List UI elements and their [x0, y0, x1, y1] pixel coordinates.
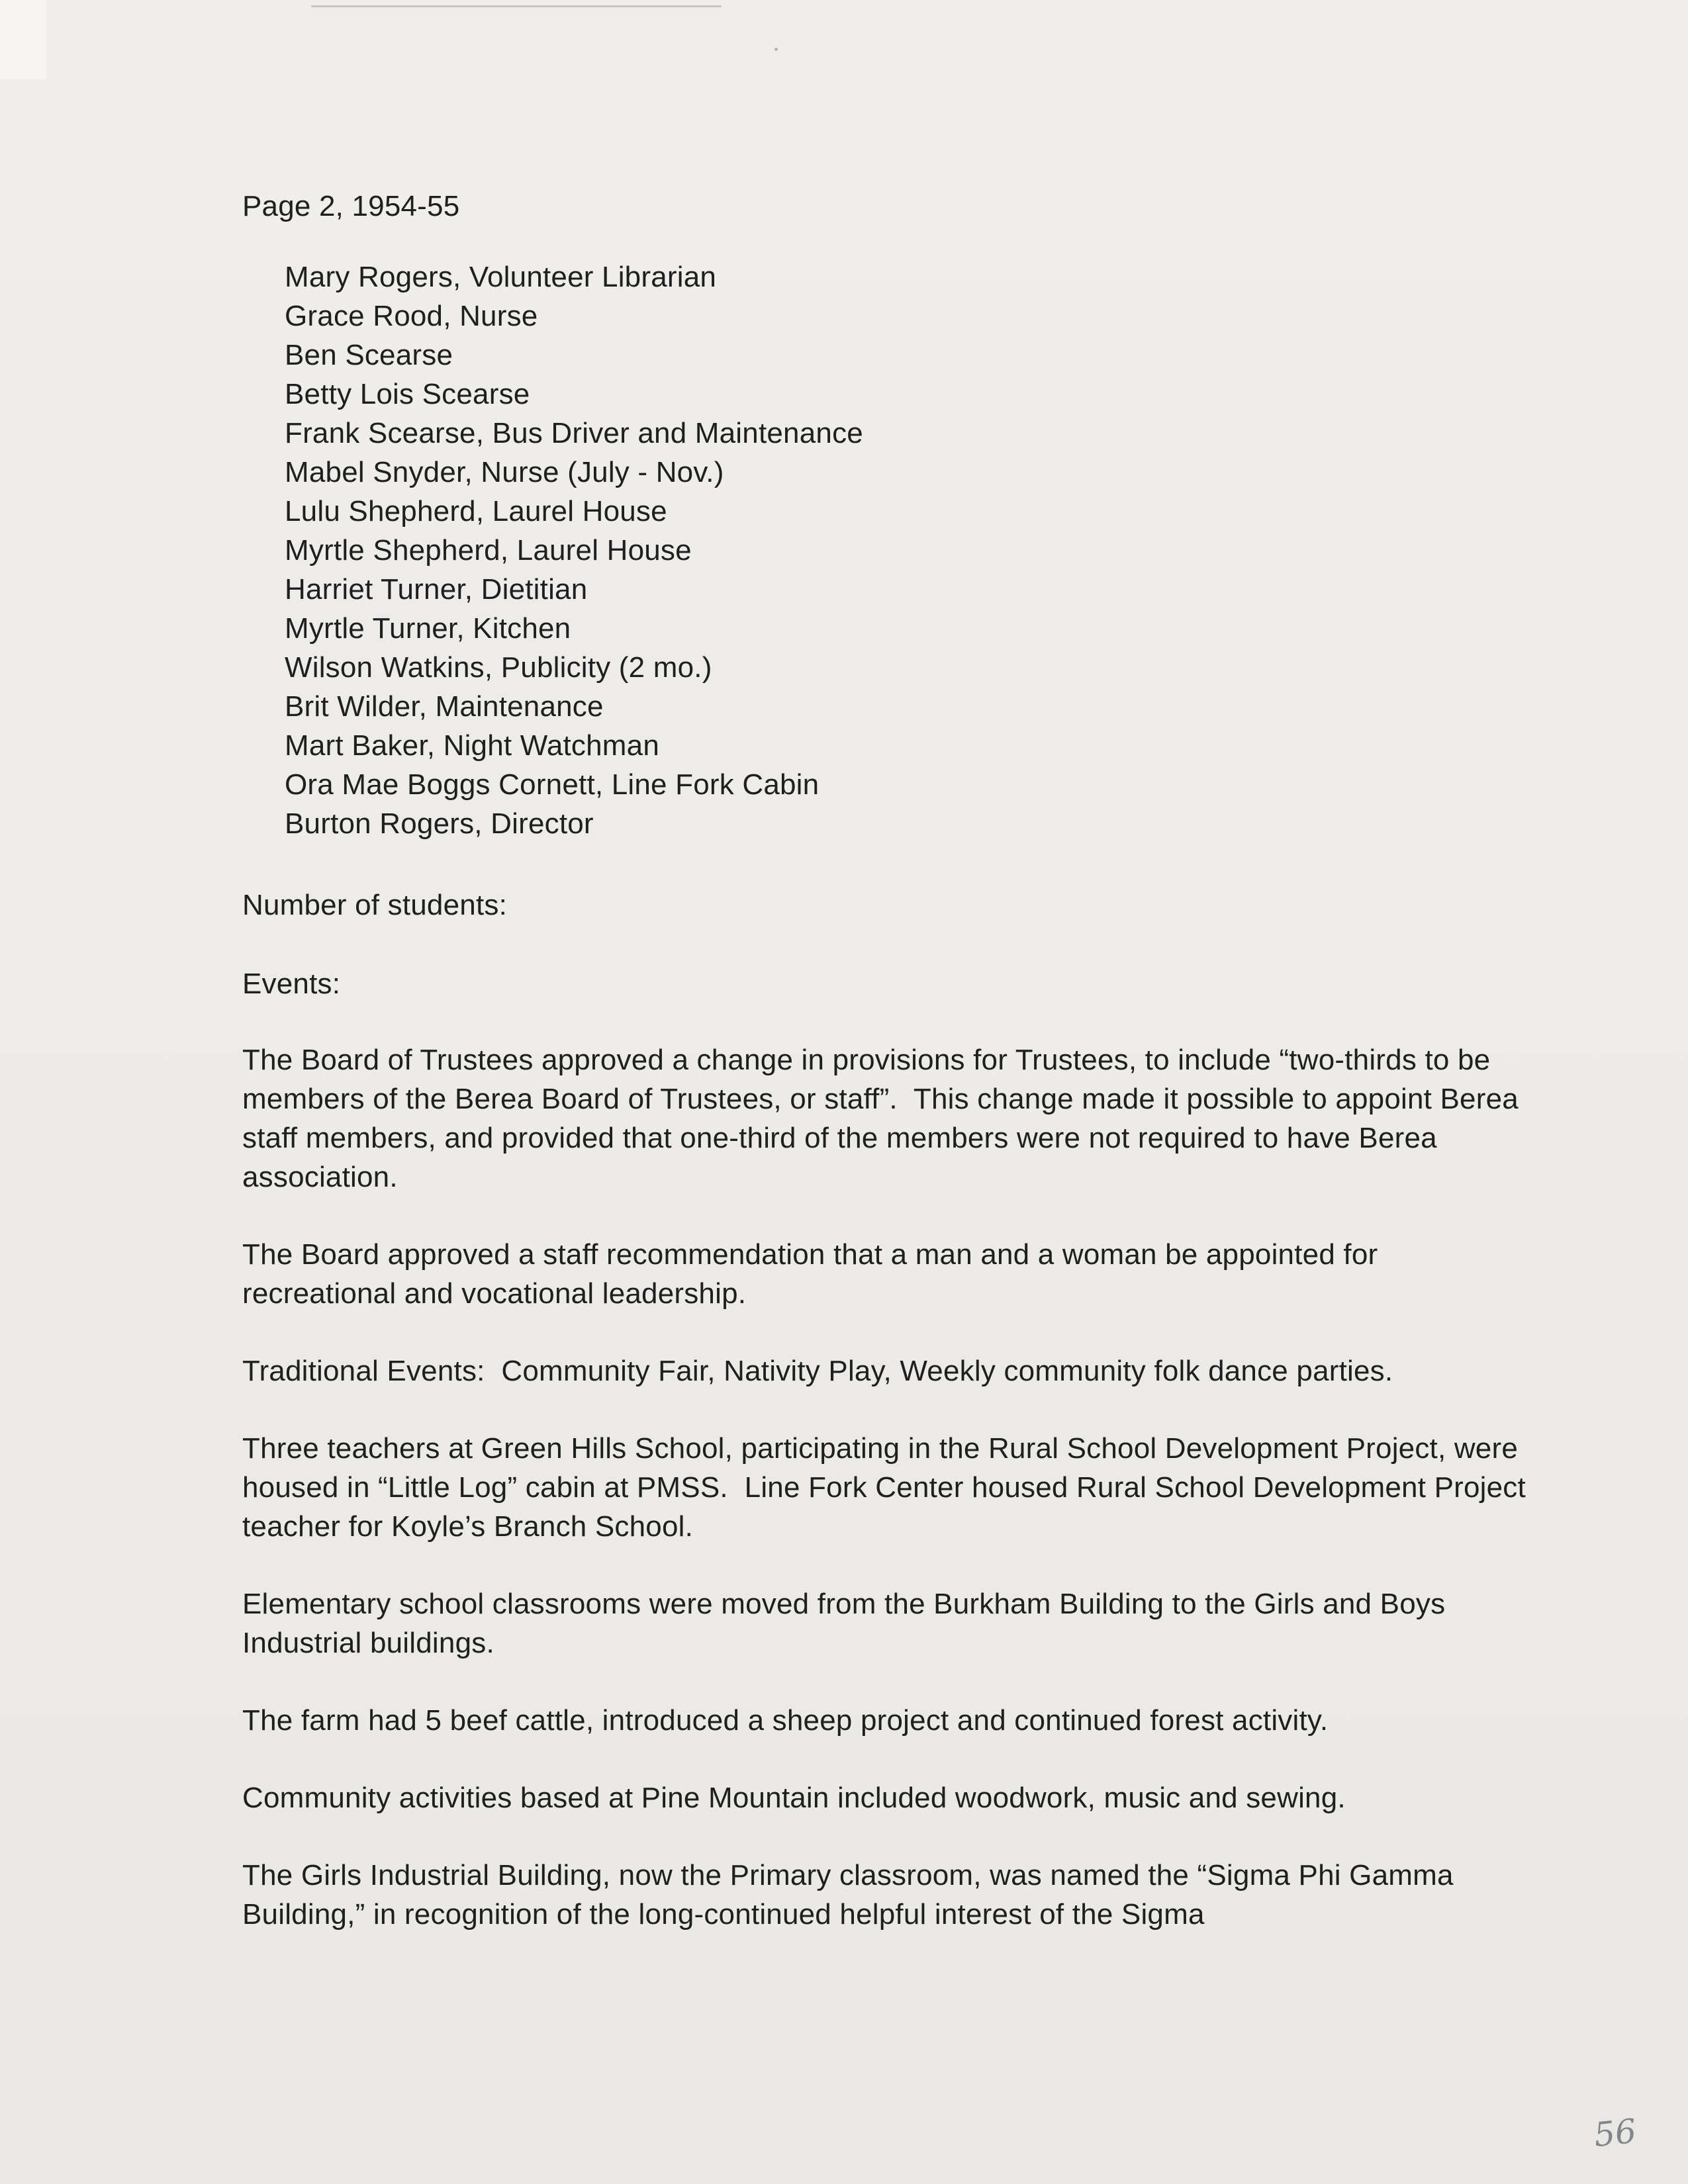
staff-list-item: Wilson Watkins, Publicity (2 mo.)	[285, 651, 712, 684]
staff-list-item: Myrtle Turner, Kitchen	[285, 612, 571, 645]
staff-list-item: Grace Rood, Nurse	[285, 300, 538, 332]
staff-list-item: Myrtle Shepherd, Laurel House	[285, 534, 692, 567]
paragraph-traditional-events: Traditional Events: Community Fair, Nativity Play, Weekly community folk dance parties.	[242, 1355, 1393, 1387]
staff-list-item: Betty Lois Scearse	[285, 378, 530, 410]
paragraph-trustees-provisions: The Board of Trustees approved a change in provisions for Trustees, to include “two-thirds to be members of the Berea Board of Trustees, or staff”. This change made it possible to appoint Berea staff members, and provided that one-third of the members were not required to have Berea association.	[242, 1044, 1527, 1193]
staff-list-item: Brit Wilder, Maintenance	[285, 690, 604, 723]
paragraph-elementary-classrooms: Elementary school classrooms were moved from the Burkham Building to the Girls and Boys Industrial buildings.	[242, 1588, 1454, 1659]
paragraph-community-activities: Community activities based at Pine Mountain included woodwork, music and sewing.	[242, 1782, 1346, 1814]
paragraph-farm: The farm had 5 beef cattle, introduced a sheep project and continued forest activity.	[242, 1704, 1329, 1737]
staff-list-item: Ora Mae Boggs Cornett, Line Fork Cabin	[285, 768, 820, 801]
staff-list-item: Lulu Shepherd, Laurel House	[285, 495, 667, 527]
events-label: Events:	[242, 968, 341, 1000]
paragraph-staff-recommendation: The Board approved a staff recommendation that a man and a woman be appointed for recreational and vocational leadership.	[242, 1238, 1386, 1310]
paragraph-girls-industrial-building: The Girls Industrial Building, now the Primary classroom, was named the “Sigma Phi Gamma Building,” in recognition of the long-continued helpful interest of the Sigma	[242, 1859, 1462, 1931]
staff-list-item: Frank Scearse, Bus Driver and Maintenance	[285, 417, 863, 449]
scan-speck-artifact	[774, 48, 778, 51]
staff-list-item: Burton Rogers, Director	[285, 807, 594, 840]
number-of-students-label: Number of students:	[242, 889, 507, 921]
page-header: Page 2, 1954-55	[242, 190, 460, 222]
staff-list-item: Harriet Turner, Dietitian	[285, 573, 588, 606]
staff-list	[242, 257, 1560, 843]
scan-edge-line-artifact	[311, 5, 722, 7]
staff-list-item: Mabel Snyder, Nurse (July - Nov.)	[285, 456, 724, 488]
scan-corner-fold-artifact	[0, 0, 46, 79]
handwritten-page-number: 56	[1592, 2111, 1638, 2155]
document-content	[242, 187, 1560, 1972]
staff-list-item: Mary Rogers, Volunteer Librarian	[285, 261, 717, 293]
staff-list-item: Mart Baker, Night Watchman	[285, 729, 659, 762]
paragraph-green-hills-teachers: Three teachers at Green Hills School, participating in the Rural School Development Project, were housed in “Little Log” cabin at PMSS. Line Fork Center housed Rural School Development Project teacher for Koyle’s Branch School.	[242, 1432, 1534, 1543]
staff-list-item: Ben Scearse	[285, 339, 453, 371]
